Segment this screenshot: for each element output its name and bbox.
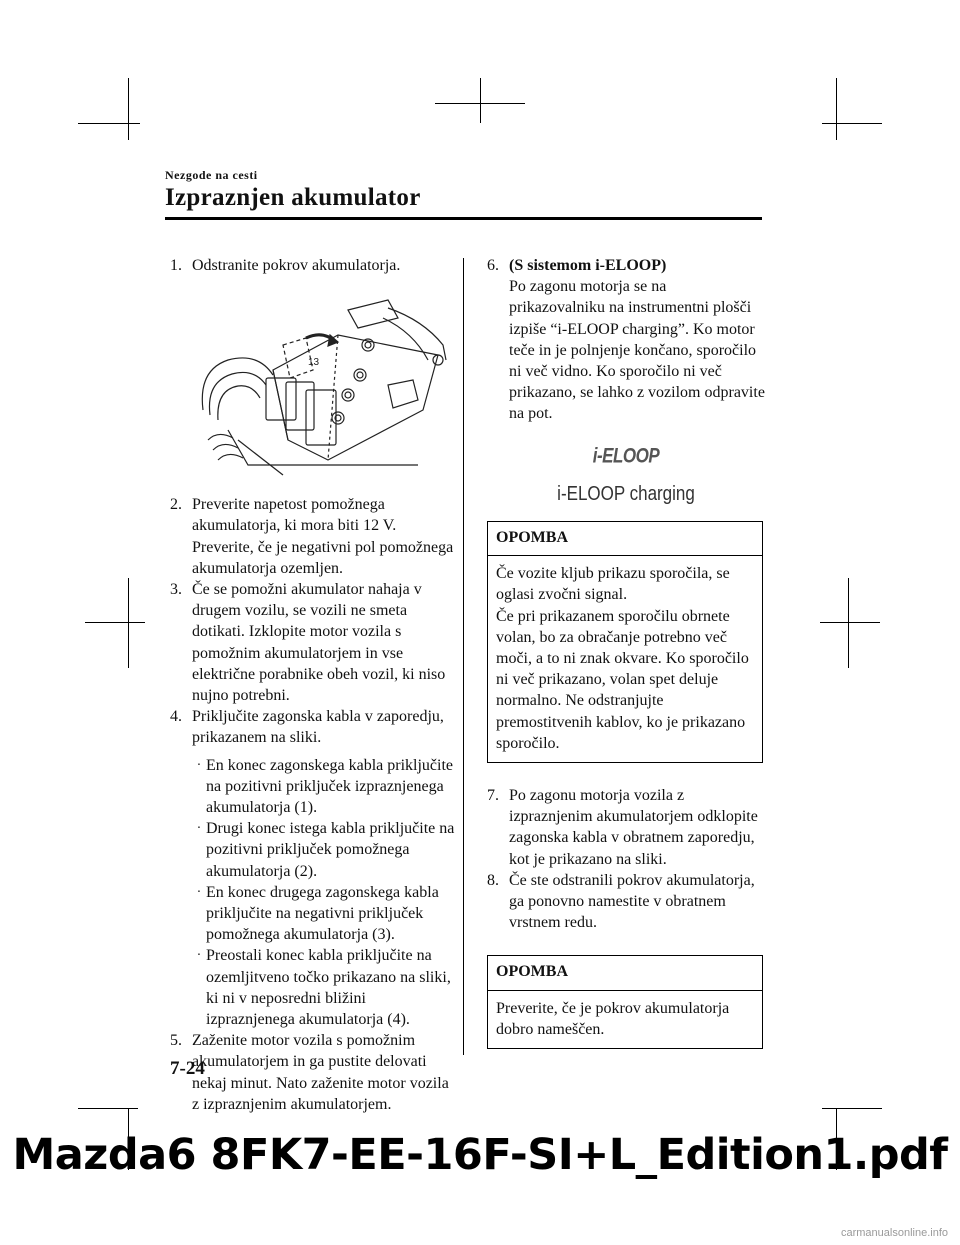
note-title: OPOMBA: [488, 522, 762, 556]
bullet-icon: ·: [196, 948, 202, 964]
column-divider: [463, 258, 464, 1055]
step-3: [170, 579, 455, 706]
bullet-icon: ·: [196, 821, 202, 837]
step-text: Če se pomožni akumulator nahaja v drugem vozilu, se vozili ne smeta dotikati. Izklopite motor vozila s pomožnim akumulatorjem in vse električne porabnike obeh vozil, ki niso nujno potrebni.: [192, 581, 446, 705]
step-heading: (S sistemom i-ELOOP): [509, 257, 667, 274]
step-text: Preverite napetost pomožnega akumulatorja, ki mora biti 12 V. Preverite, če je negativni pol pomožnega akumulatorja ozemljen.: [192, 496, 454, 577]
list-item: · Preostali konec kabla priključite na ozemljitveno točko prikazano na sliki, ki ni v neposredni bližini izpraznjenega akumulatorja (4).: [192, 945, 455, 1030]
page-title: Izpraznjen akumulator: [165, 184, 421, 211]
step-text: Če ste odstranili pokrov akumulatorja, ga ponovno namestite v obratnem vrstnem redu.: [509, 871, 755, 932]
step-number: 8.: [487, 871, 499, 889]
step-number: 4.: [170, 708, 182, 726]
bullet-icon: ·: [196, 757, 202, 773]
section-category: Nezgode na cesti: [165, 168, 258, 182]
step-text: Zaženite motor vozila s pomožnim akumulatorjem in ga pustite delovati nekaj minut. Nato zaženite motor vozila z izpraznjenim akumulatorjem.: [192, 1032, 449, 1113]
step-6: [487, 255, 765, 425]
page-number: 7-24: [170, 1058, 205, 1079]
battery-illustration: [188, 290, 453, 480]
note-box: [487, 521, 763, 763]
note-title: OPOMBA: [488, 956, 762, 990]
step-2: [170, 494, 455, 579]
step-text: Po zagonu motorja se na prikazovalniku na instrumentni plošči izpiše “i-ELOOP charging”. Ko motor teče in je polnjenje končano, sporočilo ni več vidno. Ko sporočilo ni več prikazano, se lahko z vozilom odpravite na pot.: [509, 278, 765, 423]
cable-connection-list: [192, 755, 455, 1031]
right-column: [487, 255, 765, 1049]
note-box: [487, 955, 763, 1049]
step-number: 7.: [487, 787, 499, 805]
list-item: · Drugi konec istega kabla priključite na pozitivni priključek pomožnega akumulatorja (2).: [192, 818, 455, 882]
step-7: [487, 785, 765, 870]
left-column: [170, 255, 455, 1115]
step-text: Po zagonu motorja vozila z izpraznjenim akumulatorjem odklopite zagonska kabla v obratnem zaporedju, kot je prikazano na sliki.: [509, 787, 758, 868]
step-5: [170, 1030, 455, 1115]
note-text: Če pri prikazanem sporočilu obrnete volan, bo za obračanje potrebno več moči, a to ni znak okvare. Ko sporočilo ni več prikazano, volan spet deluje normalno. Ne odstranjujte premostitvenih kablov, ko je prikazano sporočilo.: [496, 607, 749, 752]
step-text: Priključite zagonska kabla v zaporedju, prikazanem na sliki.: [192, 708, 444, 747]
watermark: carmanualsonline.info: [840, 1227, 948, 1239]
step-4: [170, 706, 455, 748]
step-number: 6.: [487, 257, 499, 274]
list-item: · En konec zagonskega kabla priključite na pozitivni priključek izpraznjenega akumulatorja (1).: [192, 755, 455, 819]
footer-filename: Mazda6 8FK7-EE-16F-SI+L_Edition1.pdf: [12, 1130, 948, 1180]
step-1: [170, 255, 455, 276]
step-number: 2.: [170, 496, 182, 514]
note-text: Če vozite kljub prikazu sporočila, se oglasi zvočni signal.: [496, 565, 730, 604]
title-rule: [165, 217, 762, 220]
svg-text:13: 13: [308, 357, 320, 369]
list-item: · En konec drugega zagonskega kabla priključite na negativni priključek pomožnega akumulatorja (3).: [192, 882, 455, 946]
note-text: Preverite, če je pokrov akumulatorja dobro nameščen.: [496, 999, 730, 1038]
step-number: 1.: [170, 257, 182, 274]
step-number: 3.: [170, 581, 182, 599]
i-eloop-logo: i-ELOOP: [592, 443, 660, 467]
step-8: [487, 870, 765, 934]
step-number: 5.: [170, 1032, 182, 1050]
bullet-icon: ·: [196, 884, 202, 900]
i-eloop-charging-display: i-ELOOP charging: [557, 482, 695, 505]
step-text: Odstranite pokrov akumulatorja.: [192, 257, 401, 274]
